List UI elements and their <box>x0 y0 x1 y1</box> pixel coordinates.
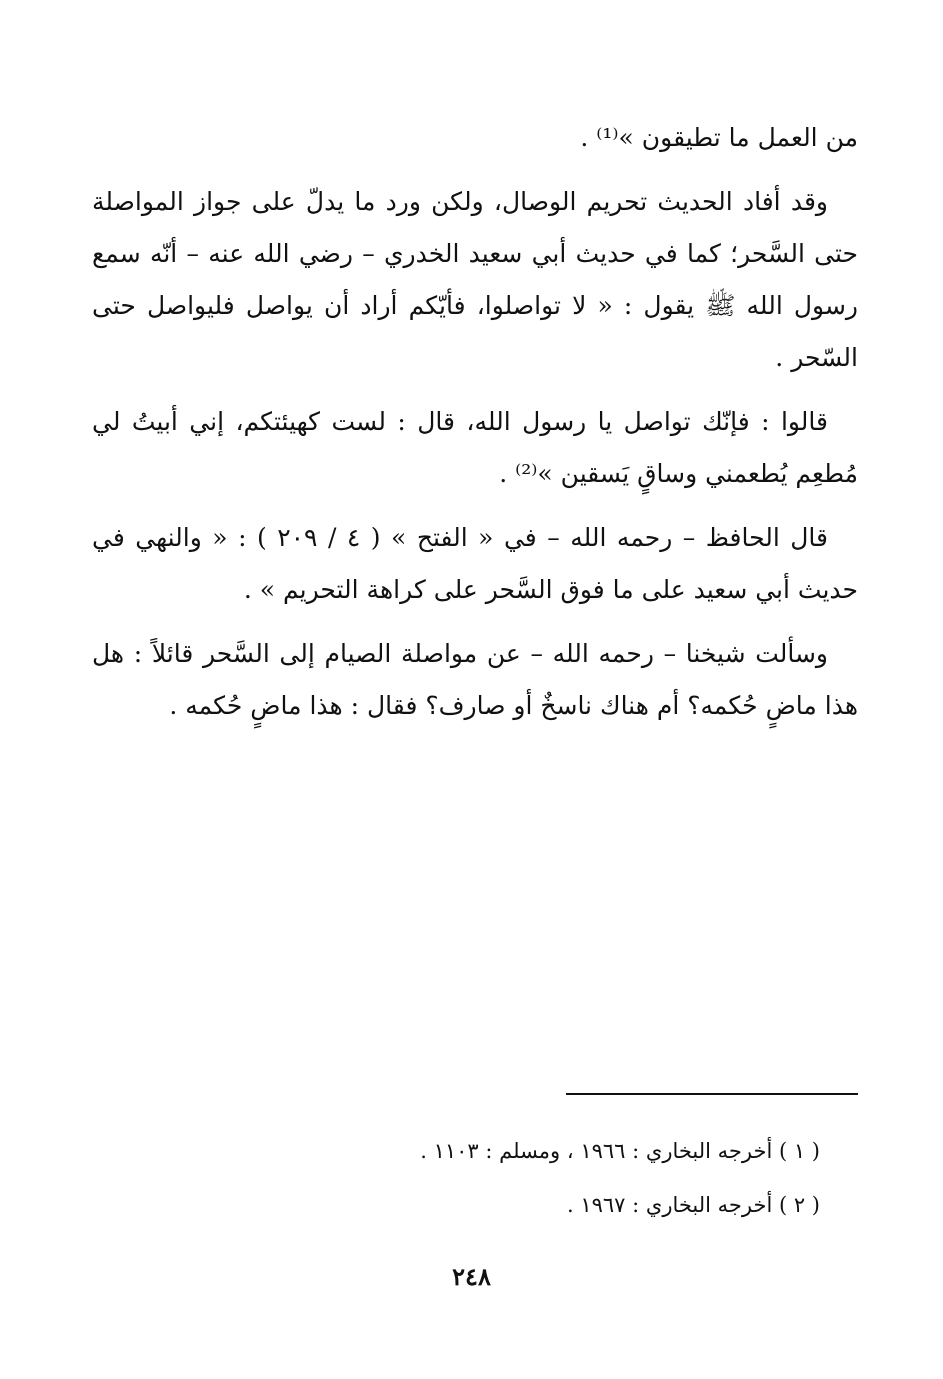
paragraph-5: وسألت شيخنا – رحمه الله – عن مواصلة الصيام إلى السَّحر قائلاً : هل هذا ماضٍ حُكمه؟ أم هناك ناسخٌ أو صارف؟ فقال : هذا ماضٍ حُكمه . <box>92 639 858 720</box>
paragraph-1: من العمل ما تطيقون »⁽¹⁾ . <box>580 123 858 152</box>
main-text <box>92 112 858 744</box>
footnotes <box>300 1124 820 1232</box>
footnote-separator <box>566 1093 858 1095</box>
paragraph-2: وقد أفاد الحديث تحريم الوصال، ولكن ورد ما يدلّ على جواز المواصلة حتى السَّحر؛ كما في حديث أبي سعيد الخدري – رضي الله عنه – أنّه سمع رسول الله ﷺ يقول : « لا تواصلوا، فأيّكم أراد أن يواصل فليواصل حتى السّحر . <box>92 187 858 372</box>
paragraph-4: قال الحافظ – رحمه الله – في « الفتح » ( ٤ / ٢٠٩ ) : « والنهي في حديث أبي سعيد على ما فوق السَّحر على كراهة التحريم » . <box>92 523 858 604</box>
paragraph-3: قالوا : فإنّك تواصل يا رسول الله، قال : لست كهيئتكم، إني أبيتُ لي مُطعِم يُطعمني وساقٍ يَسقين »⁽²⁾ . <box>92 407 858 488</box>
page-number: ٢٤٨ <box>452 1262 491 1291</box>
footnote-1: ( ١ ) أخرجه البخاري : ١٩٦٦ ، ومسلم : ١١٠٣ . <box>420 1139 820 1163</box>
footnote-2: ( ٢ ) أخرجه البخاري : ١٩٦٧ . <box>566 1193 820 1217</box>
